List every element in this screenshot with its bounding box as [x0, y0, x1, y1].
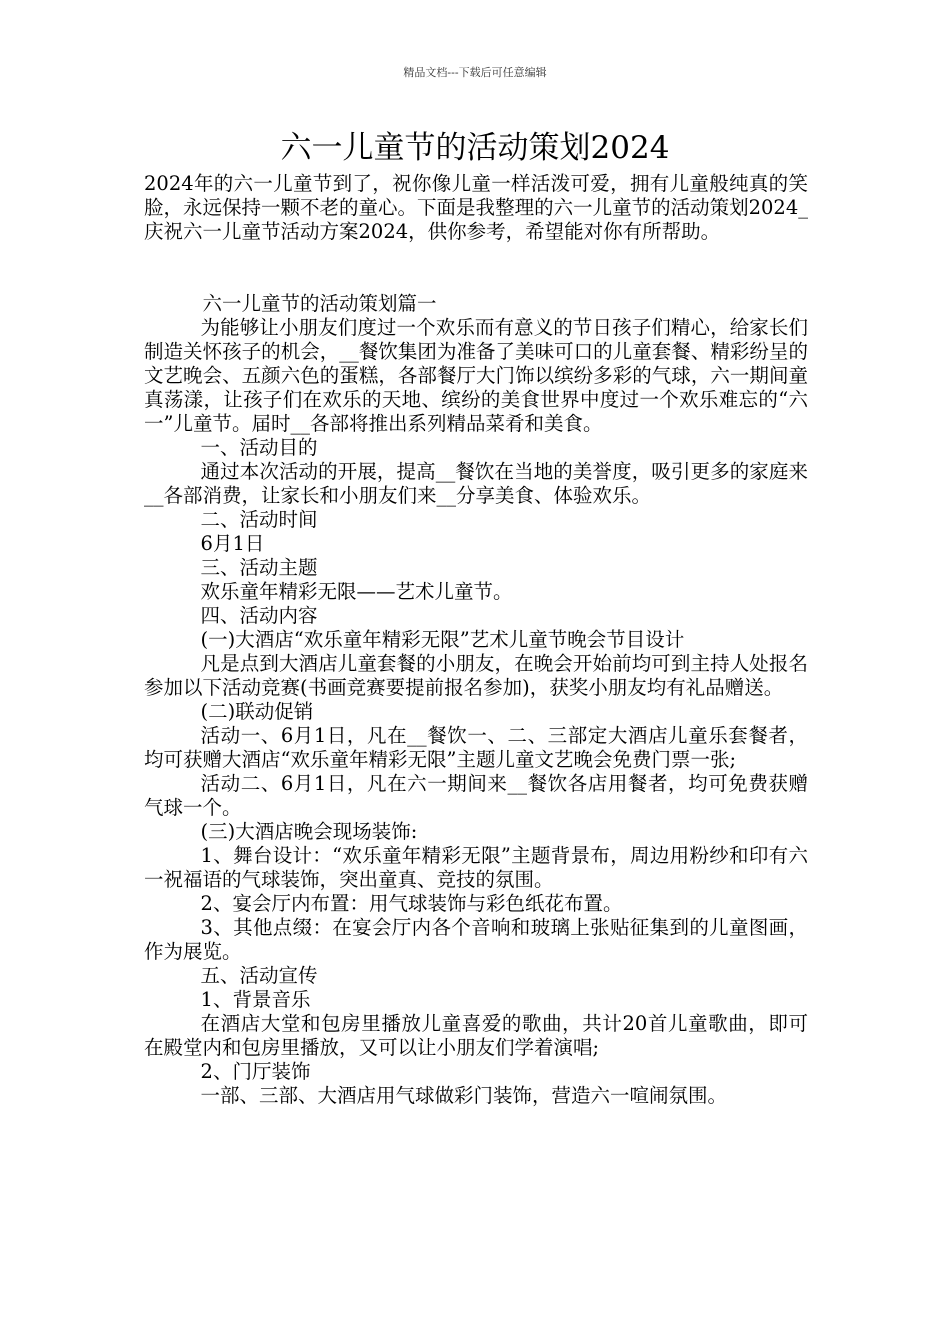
- subsection-heading: (一)大酒店“欢乐童年精彩无限”艺术儿童节晚会节目设计: [200, 628, 685, 651]
- document-title: 六一儿童节的活动策划2024: [280, 130, 670, 166]
- intro-paragraph: 2024年的六一儿童节到了，祝你像儿童一样活泼可爱，拥有儿童般纯真的笑脸，永远保持一颗不老的童心。下面是我整理的六一儿童节的活动策划2024_庆祝六一儿童节活动方案2024，供你参考，希望能对你有所帮助。: [144, 172, 808, 243]
- subsection-heading: (三)大酒店晚会现场装饰:: [200, 820, 418, 843]
- body-paragraph: 1、舞台设计：“欢乐童年精彩无限”主题背景布，周边用粉纱和印有六一祝福语的气球装饰，突出童真、竞技的氛围。: [144, 844, 808, 891]
- section-heading: 一、活动目的: [200, 436, 318, 459]
- document-body: [144, 172, 808, 1108]
- section-heading: 四、活动内容: [200, 604, 318, 627]
- header-note: 精品文档---下载后可任意编辑: [403, 66, 547, 79]
- section-heading: 五、活动宣传: [200, 964, 318, 987]
- subsection-heading: 1、背景音乐: [200, 988, 311, 1011]
- body-paragraph: 凡是点到大酒店儿童套餐的小朋友，在晚会开始前均可到主持人处报名参加以下活动竞赛(书画竞赛要提前报名参加)，获奖小朋友均有礼品赠送。: [144, 652, 808, 699]
- body-paragraph: 活动一、6月1日，凡在__餐饮一、二、三部定大酒店儿童乐套餐者，均可获赠大酒店“欢乐童年精彩无限”主题儿童文艺晚会免费门票一张;: [144, 724, 808, 771]
- body-paragraph: 为能够让小朋友们度过一个欢乐而有意义的节日孩子们精心，给家长们制造关怀孩子的机会，__餐饮集团为准备了美味可口的儿童套餐、精彩纷呈的文艺晚会、五颜六色的蛋糕，各部餐厅大门饰以缤纷多彩的气球，六一期间童真荡漾，让孩子们在欢乐的天地、缤纷的美食世界中度过一个欢乐难忘的“六一”儿童节。届时__各部将推出系列精品菜肴和美食。: [144, 316, 808, 435]
- section-heading: 三、活动主题: [200, 556, 318, 579]
- body-paragraph: 通过本次活动的开展，提高__餐饮在当地的美誉度，吸引更多的家庭来__各部消费，让家长和小朋友们来__分享美食、体验欢乐。: [144, 460, 808, 507]
- body-paragraph: 活动二、6月1日，凡在六一期间来__餐饮各店用餐者，均可免费获赠气球一个。: [144, 772, 808, 819]
- body-paragraph: 2、宴会厅内布置：用气球装饰与彩色纸花布置。: [200, 892, 623, 915]
- paragraph-gap: [144, 244, 808, 292]
- section-heading: 二、活动时间: [200, 508, 318, 531]
- section-heading: 六一儿童节的活动策划篇一: [202, 292, 437, 315]
- body-paragraph: 6月1日: [200, 532, 265, 555]
- body-paragraph: 一部、三部、大酒店用气球做彩门装饰，营造六一喧闹氛围。: [200, 1084, 728, 1107]
- subsection-heading: 2、门厅装饰: [200, 1060, 311, 1083]
- subsection-heading: (二)联动促销: [200, 700, 314, 723]
- body-paragraph: 欢乐童年精彩无限——艺术儿童节。: [200, 580, 513, 603]
- body-paragraph: 在酒店大堂和包房里播放儿童喜爱的歌曲，共计20首儿童歌曲，即可在殿堂内和包房里播放，又可以让小朋友们学着演唱;: [144, 1012, 808, 1059]
- body-paragraph: 3、其他点缀：在宴会厅内各个音响和玻璃上张贴征集到的儿童图画，作为展览。: [144, 916, 808, 963]
